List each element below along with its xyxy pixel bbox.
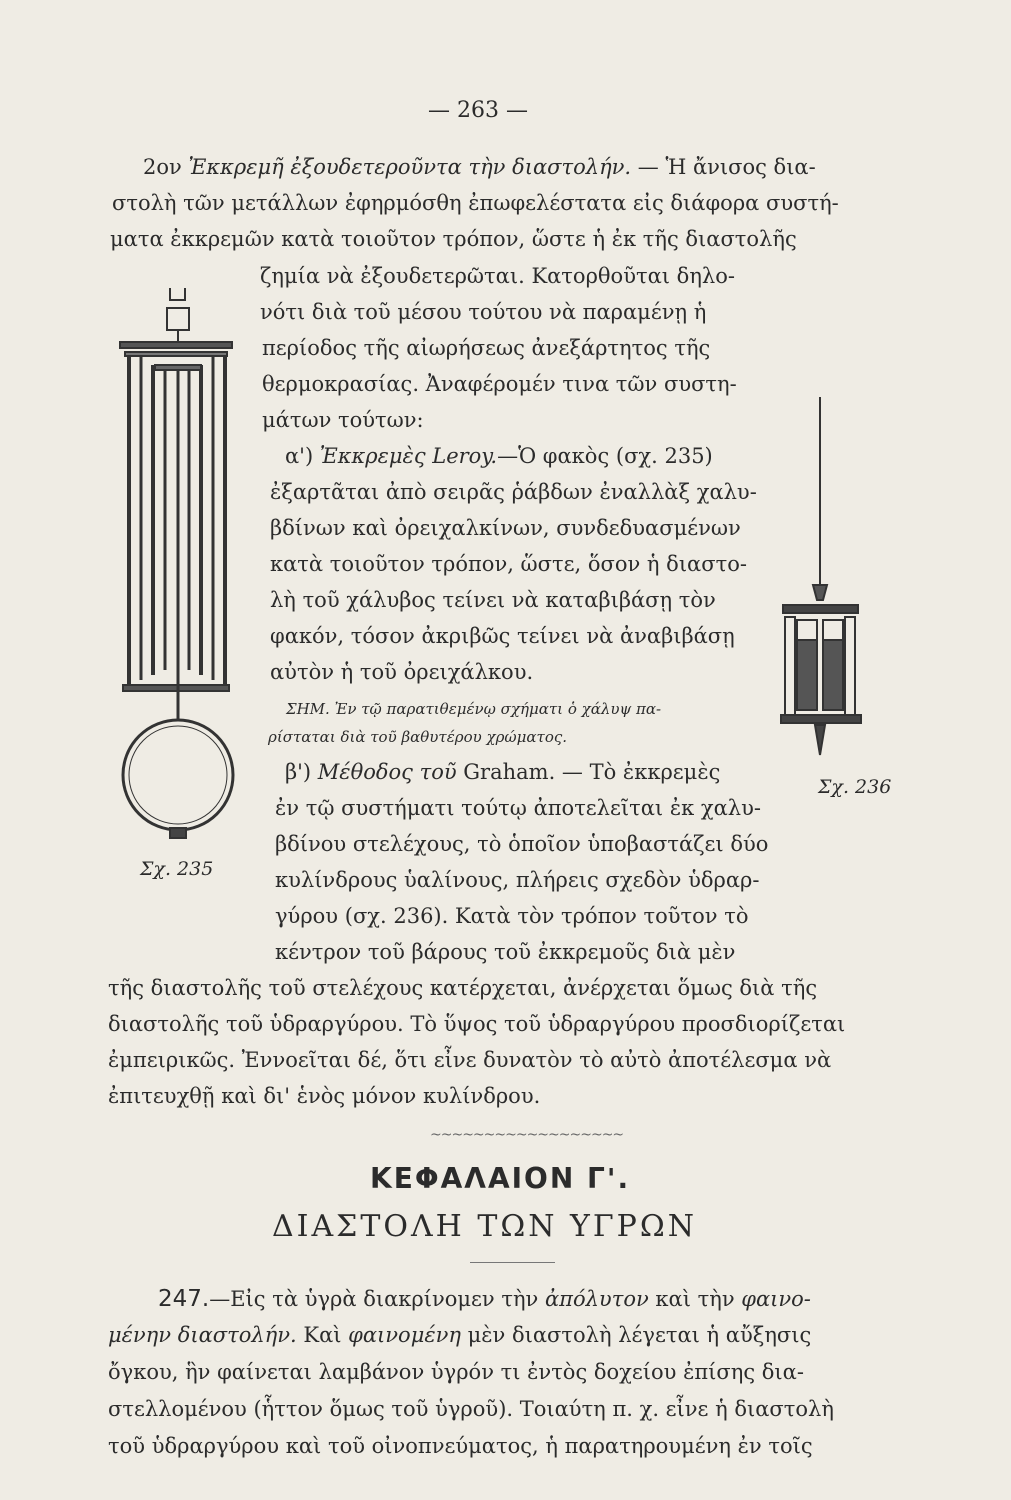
text-line-2: στολὴ τῶν μετάλλων ἐφηρμόσθη ἐπωφελέστατα εἰς διάφορα συστή- <box>112 191 839 215</box>
text-line-5: νότι διὰ τοῦ μέσου τούτου νὰ παραμένῃ ἡ <box>260 300 707 324</box>
text-line-19: ἐν τῷ συστήματι τούτῳ ἀποτελεῖται ἐκ χαλυ- <box>275 796 761 820</box>
text-line-15: αὐτὸν ἡ τοῦ ὀρειχάλκου. <box>270 660 534 684</box>
item-a-label: α') <box>285 444 320 468</box>
text-line-14: φακόν, τόσον ἀκριβῶς τείνει νὰ ἀναβιβάσῃ <box>270 624 735 648</box>
para-text: καὶ τὴν <box>648 1287 742 1311</box>
item-b-title: Μέθοδος τοῦ <box>317 760 457 784</box>
chapter-title: ΚΕΦΑΛΑΙΟΝ Γ'. <box>370 1162 631 1195</box>
text-line-22: γύρου (σχ. 236). Κατὰ τὸν τρόπον τοῦτον τὸ <box>275 904 749 928</box>
item-b-text: Graham. — Τὸ ἐκκρεμὲς <box>456 760 721 784</box>
text-line-23: κέντρον τοῦ βάρους τοῦ ἐκκρεμοῦς διὰ μὲν <box>275 940 736 964</box>
paragraph-number: 247. <box>158 1286 210 1312</box>
text-line-27: ἐπιτευχθῇ καὶ δι' ἑνὸς μόνον κυλίνδρου. <box>108 1084 541 1108</box>
text-line-11: βδίνων καὶ ὀρειχαλκίνων, συνδεδυασμένων <box>270 516 741 540</box>
note-line-2: ρίσταται διὰ τοῦ βαθυτέρου χρώματος. <box>268 728 568 746</box>
text-line-1 <box>143 157 816 178</box>
text-line-13: λὴ τοῦ χάλυβος τείνει νὰ καταβιβάσῃ τὸν <box>270 588 716 612</box>
title-rule <box>470 1262 555 1263</box>
text-line-12: κατὰ τοιοῦτον τρόπον, ὥστε, ὅσον ἡ διαστο- <box>270 552 747 576</box>
para-text: —Εἰς τὰ ὑγρὰ διακρίνομεν τὴν <box>209 1287 545 1311</box>
item-a-text: —Ὁ φακὸς (σχ. 235) <box>497 444 713 468</box>
para-text: μὲν διαστολὴ λέγεται ἡ αὔξησις <box>460 1323 812 1347</box>
figure-236-mercury-pendulum <box>775 395 875 765</box>
figure-236-caption: Σχ. 236 <box>818 776 892 798</box>
section-number: 2ον <box>143 155 189 179</box>
chapter-subtitle: ΔΙΑΣΤΟΛΗ ΤΩΝ ΥΓΡΩΝ <box>272 1209 697 1244</box>
note-line-1: ΣΗΜ. Ἐν τῷ παρατιθεμένῳ σχήματι ὁ χάλυψ πα- <box>286 700 662 718</box>
text-line-9 <box>285 446 713 467</box>
item-a-title: Ἐκκρεμὲς Leroy. <box>319 444 498 468</box>
para-em: φαινομένη <box>348 1323 461 1347</box>
section-title: Ἐκκρεμῆ ἐξουδετεροῦντα τὴν διαστολήν. <box>188 155 632 179</box>
item-b-label: β') <box>285 760 318 784</box>
figure-235-gridiron-pendulum <box>115 280 245 840</box>
text-line-18 <box>285 762 720 783</box>
para-text: Καὶ <box>296 1323 349 1347</box>
text-line-10: ἐξαρτᾶται ἀπὸ σειρᾶς ῥάβδων ἐναλλὰξ χαλυ- <box>270 480 757 504</box>
para-em: μένην διαστολήν. <box>108 1323 297 1347</box>
text-line-3: ματα ἐκκρεμῶν κατὰ τοιοῦτον τρόπον, ὥστε ἡ ἐκ τῆς διαστολῆς <box>110 227 797 251</box>
para247-line-1 <box>158 1288 811 1311</box>
para-em: φαινο- <box>741 1287 811 1311</box>
ornament-divider: ~~~~~~~~~~~~~~~~~~ <box>430 1127 624 1143</box>
text-line-25: διαστολῆς τοῦ ὑδραργύρου. Τὸ ὕψος τοῦ ὑδραργύρου προσδιορίζεται <box>108 1012 846 1036</box>
text-line-26: ἐμπειρικῶς. Ἐννοεῖται δέ, ὅτι εἶνε δυνατὸν τὸ αὐτὸ ἀποτέλεσμα νὰ <box>108 1048 832 1072</box>
text-line-21: κυλίνδρους ὑαλίνους, πλήρεις σχεδὸν ὑδραρ- <box>275 868 760 892</box>
page-number: — 263 — <box>428 98 528 123</box>
para247-line-3: ὄγκου, ἣν φαίνεται λαμβάνον ὑγρόν τι ἐντὸς δοχείου ἐπίσης δια- <box>108 1360 804 1384</box>
text-line-6: περίοδος τῆς αἰωρήσεως ἀνεξάρτητος τῆς <box>262 336 711 360</box>
para247-line-5: τοῦ ὑδραργύρου καὶ τοῦ οἰνοπνεύματος, ἡ παρατηρουμένη ἐν τοῖς <box>108 1434 813 1458</box>
figure-235-caption: Σχ. 235 <box>140 858 214 880</box>
para247-line-2 <box>108 1325 811 1346</box>
para247-line-4: στελλομένου (ἧττον ὅμως τοῦ ὑγροῦ). Τοιαύτη π. χ. εἶνε ἡ διαστολὴ <box>108 1397 834 1421</box>
text-line-7: θερμοκρασίας. Ἀναφέρομέν τινα τῶν συστη- <box>262 372 737 396</box>
section-text: — Ἡ ἄνισος δια- <box>631 155 816 179</box>
text-line-20: βδίνου στελέχους, τὸ ὁποῖον ὑποβαστάζει δύο <box>275 832 769 856</box>
text-line-8: μάτων τούτων: <box>262 408 424 432</box>
para-em: ἀπόλυτον <box>545 1287 649 1311</box>
text-line-4: ζημία νὰ ἐξουδετερῶται. Κατορθοῦται δηλο- <box>260 264 735 288</box>
text-line-24: τῆς διαστολῆς τοῦ στελέχους κατέρχεται, ἀνέρχεται ὅμως διὰ τῆς <box>108 976 818 1000</box>
